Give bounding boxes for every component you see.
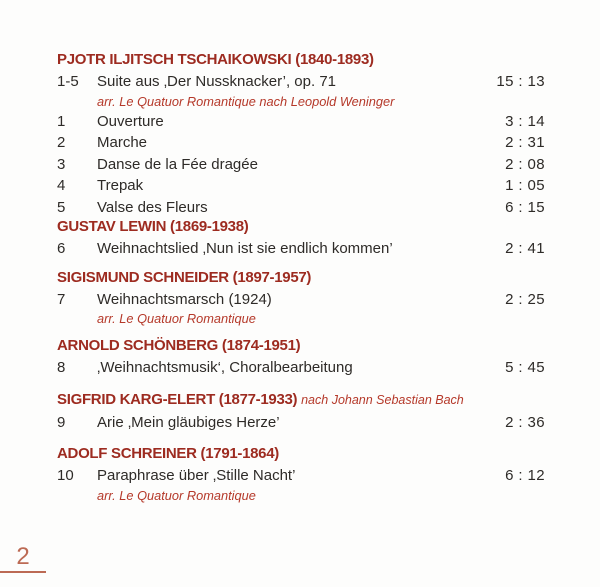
track-number: 10: [57, 467, 74, 484]
track-row: [57, 357, 545, 379]
composer-section: [57, 391, 545, 434]
composer-name: SIGFRID KARG-ELERT (1877-1933): [57, 390, 298, 408]
track-number: 2: [57, 134, 66, 151]
track-time: 2 : 08: [505, 155, 545, 173]
track-title: Weihnachtsmarsch (1924): [97, 290, 272, 308]
composer-name: ARNOLD SCHÖNBERG (1874-1951): [57, 337, 301, 354]
composer-heading: [57, 51, 545, 68]
composer-section: [57, 337, 545, 379]
track-number: 6: [57, 240, 66, 257]
composer-heading: [57, 445, 545, 462]
composer-heading: [57, 218, 545, 235]
track-row: [57, 111, 545, 133]
track-title: Arie ‚Mein gläubiges Herze’: [97, 413, 280, 431]
composer-heading: [57, 391, 545, 409]
track-title: Marche: [97, 134, 148, 151]
track-number: 8: [57, 359, 66, 376]
arrangement-note: arr. Le Quatuor Romantique: [97, 311, 256, 326]
track-number: 1: [57, 112, 66, 130]
track-row: [57, 465, 545, 487]
track-number: 4: [57, 177, 66, 194]
track-number: 3: [57, 155, 66, 173]
composer-name: GUSTAV LEWIN (1869-1938): [57, 218, 249, 235]
track-title: Weihnachtslied ‚Nun ist sie endlich kommen’: [97, 240, 393, 257]
track-title: Valse des Fleurs: [97, 198, 208, 216]
track-row: [57, 412, 545, 434]
track-row: [57, 289, 545, 311]
track-number: 5: [57, 198, 66, 216]
track-time: 15 : 13: [496, 73, 545, 90]
track-title: Paraphrase über ‚Stille Nacht’: [97, 467, 296, 484]
track-time: 6 : 12: [505, 467, 545, 484]
page-number: 2: [0, 544, 46, 573]
track-list: [57, 51, 545, 505]
track-title: Ouverture: [97, 112, 164, 130]
track-time: 2 : 36: [505, 413, 545, 431]
track-number: 1-5: [57, 73, 79, 90]
track-time: 2 : 41: [505, 240, 545, 257]
track-time: 2 : 31: [505, 134, 545, 151]
track-time: 2 : 25: [505, 290, 545, 308]
track-row: [57, 71, 545, 93]
track-number: 9: [57, 413, 66, 431]
track-number: 7: [57, 290, 66, 308]
track-time: 1 : 05: [505, 177, 545, 194]
track-time: 3 : 14: [505, 112, 545, 130]
track-title: Trepak: [97, 177, 144, 194]
track-row: [57, 154, 545, 176]
composer-heading: [57, 269, 545, 286]
track-time: 5 : 45: [505, 359, 545, 376]
arrangement-note: arr. Le Quatuor Romantique: [97, 487, 256, 503]
arrangement-note: arr. Le Quatuor Romantique nach Leopold Weninger: [97, 93, 395, 109]
track-row: [57, 238, 545, 260]
track-title: Danse de la Fée dragée: [97, 155, 258, 173]
track-row: [57, 175, 545, 197]
composer-heading-note: nach Johann Sebastian Bach: [301, 392, 464, 407]
composer-section: [57, 218, 545, 260]
track-time: 6 : 15: [505, 198, 545, 216]
track-title: Suite aus ‚Der Nussknacker’, op. 71: [97, 73, 337, 90]
composer-section: [57, 51, 545, 218]
track-title: ‚Weihnachtsmusik‘, Choralbearbeitung: [97, 359, 353, 376]
composer-name: PJOTR ILJITSCH TSCHAIKOWSKI (1840-1893): [57, 51, 374, 68]
composer-name: SIGISMUND SCHNEIDER (1897-1957): [57, 268, 312, 286]
composer-name: ADOLF SCHREINER (1791-1864): [57, 445, 279, 462]
composer-section: [57, 269, 545, 329]
composer-heading: [57, 337, 545, 354]
composer-section: [57, 445, 545, 505]
track-row: [57, 197, 545, 219]
track-row: [57, 132, 545, 154]
